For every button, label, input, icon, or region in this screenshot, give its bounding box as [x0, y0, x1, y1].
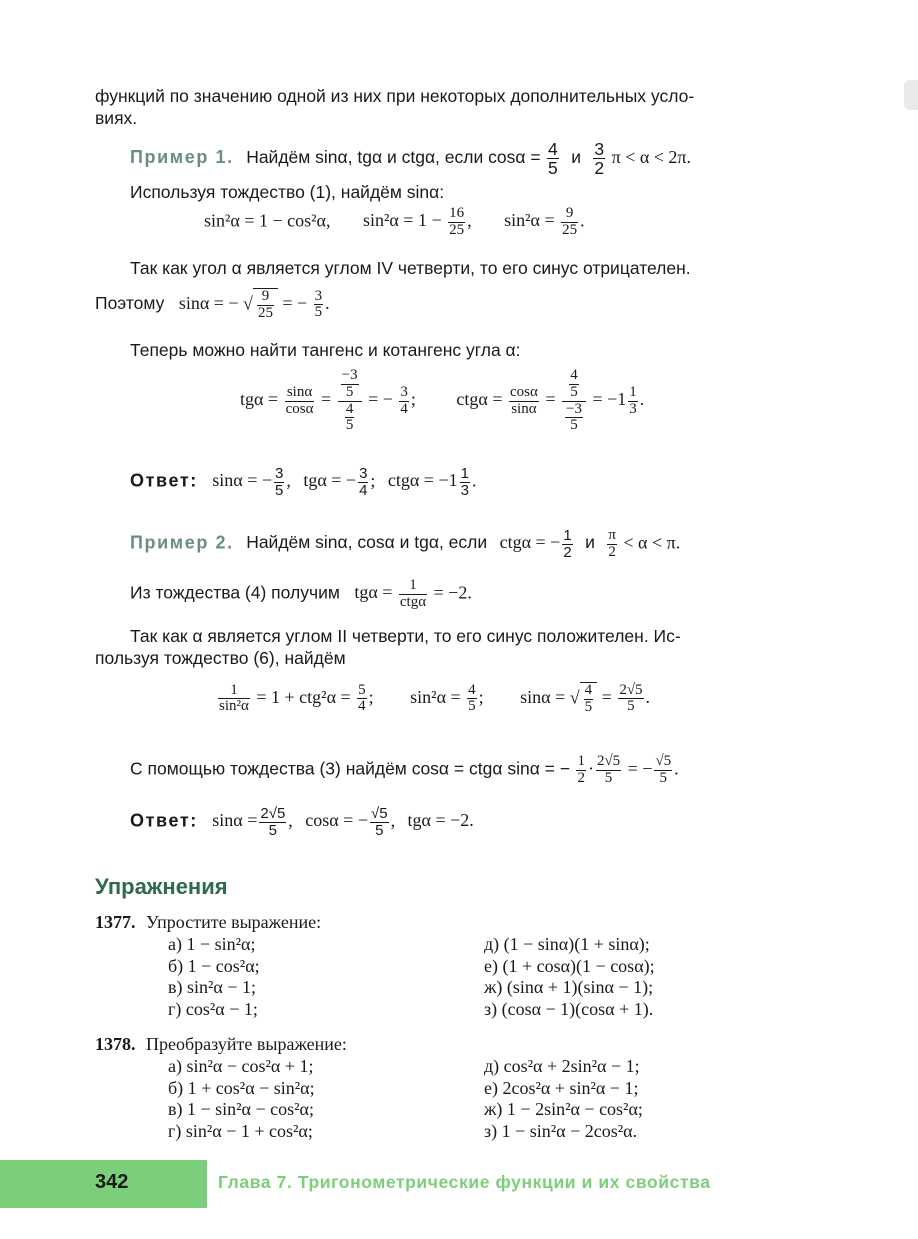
tg-reciprocal-fraction: $\frac{1}{\text{ctgα}}$ [399, 577, 427, 610]
exercise-item: г) cos²α − 1; [168, 998, 258, 1019]
tg-result-sign: = − [368, 389, 393, 410]
tg-result-fraction: $\frac{3}{4}$ [400, 383, 408, 417]
sqrt-4-5: √ $\frac{4}{5}$ [570, 682, 597, 716]
exercise-item: б) 1 + cos²α − sin²α; [168, 1077, 315, 1098]
exercise-item: з) (cosα − 1)(cosα + 1). [484, 998, 654, 1019]
and-word: и [571, 147, 581, 168]
example-1-answer: Ответ: sinα = − $\frac{3}{5}$ , tgα = − $\frac{3}{4}$ ; ctgα = −1 $\frac{1}{3}$ . [130, 465, 477, 499]
therefore-word: Поэтому [95, 292, 165, 313]
exercise-item: е) (1 + cosα)(1 − cosα); [484, 955, 655, 976]
exercise-item: д) cos²α + 2sin²α − 1; [484, 1056, 640, 1076]
ans-tg-fraction: $\frac{3}{4}$ [359, 465, 368, 499]
ans-tg: tgα = − [303, 470, 357, 491]
equation-c: sin²α = [504, 210, 555, 231]
exercise-1377-left-column [168, 934, 260, 1020]
sin-left: sinα = − [178, 292, 239, 313]
chapter-title: Глава 7. Тригонометрические функции и их свойства [218, 1172, 711, 1192]
exercise-item: а) sin²α − cos²α + 1; [168, 1056, 314, 1076]
ans2-tg: tgα = −2. [407, 810, 474, 831]
exercise-item: ж) 1 − 2sin²α − cos²α; [484, 1099, 643, 1119]
tg-label: tgα = [240, 389, 279, 410]
chapter-title-block [207, 1160, 918, 1208]
ctg-result-fraction: $\frac{1}{3}$ [629, 383, 637, 417]
exercise-item: в) 1 − sin²α − cos²α; [168, 1099, 314, 1119]
fraction-16-25: $\frac{16}{25}$ [449, 205, 465, 238]
exercise-1377 [95, 912, 321, 934]
ans-sin-fraction: $\frac{3}{5}$ [275, 465, 284, 499]
ctg-condition: ctgα = − [499, 532, 561, 553]
tg-from-identity-line [130, 578, 472, 611]
example-2-text: Найдём sinα, cosα и tgα, если [246, 532, 488, 553]
example-2-equations: $\frac{1}{\text{sin²α}}$ = 1 + ctg²α = $\frac{5}{4}$ ; sin²α = $\frac{4}{5}$ ; sinα = √ $\frac{4}{5}$ = $\frac{2√5}{5}$ . [219, 681, 651, 715]
exercise-item: ж) (sinα + 1)(sinα − 1); [484, 977, 654, 997]
range-fraction-2: $\frac{\pi}{2}$ [608, 527, 616, 560]
answer-label-1: Ответ: [130, 470, 198, 491]
exercise-item: в) sin²α − 1; [168, 977, 256, 997]
equation-a: sin²α = 1 − cos²α, [204, 210, 331, 231]
exercise-1377-title: Упростите выражение: [146, 912, 322, 932]
equation-b: sin²α = 1 − [362, 210, 442, 231]
exercise-item: з) 1 − sin²α − 2cos²α. [484, 1120, 638, 1141]
exercise-1378-title: Преобразуйте выражение: [146, 1034, 347, 1054]
range-rest-2: < α < π. [623, 532, 681, 553]
ans-sin: sinα = − [212, 470, 273, 491]
ans2-cos-fraction: $\frac{√5}{5}$ [370, 805, 388, 839]
quadrant-ii-line-2: пользуя тождество (6), найдём [95, 648, 346, 668]
tg-sin-cos-fraction: $\frac{\sin\alpha}{\cos\alpha}$ [285, 383, 314, 417]
example-1-label: Пример 1. [130, 147, 234, 168]
example-2-label: Пример 2. [130, 532, 234, 553]
range-fraction: $\frac{3}{2}$ [594, 139, 605, 179]
ans2-sin-fraction: $\frac{2√5}{5}$ [260, 805, 286, 839]
ctg-label: ctgα = [456, 389, 503, 410]
fraction-5-4: $\frac{5}{4}$ [358, 681, 366, 715]
tg-ctg-equations: tgα = $\frac{\sin\alpha}{\cos\alpha}$ = $\frac{\frac{-3}{5}}{\frac{4}{5}}$ = − $\frac{3}{4}$ ; ctgα = $\frac{\cos\alpha}{\sin\alpha}$ = $\frac{\frac{4}{5}}{\frac{-3}{5}}$ = −1 $\frac{1}{3}$ . [240, 367, 645, 434]
exercise-1377-number: 1377. [95, 912, 136, 932]
identity-equations: sin²α = 1 − cos²α, sin²α = 1 − $\frac{16}{25}$ , sin²α = $\frac{9}{25}$ . [204, 205, 585, 238]
quadrant-ii-line-1: Так как α является углом II четверти, то его синус положителен. Ис- [130, 626, 681, 646]
using-identity-text: Используя тождество (1), найдём sinα: [130, 182, 445, 202]
cos-equals: = − [627, 758, 653, 779]
exercise-item: а) 1 − sin²α; [168, 934, 256, 954]
tg-compound-fraction: $\frac{\frac{-3}{5}}{\frac{4}{5}}$ [338, 368, 362, 434]
cos-fraction-2sqrt5-5: $\frac{2√5}{5}$ [596, 753, 621, 786]
example-2-task [130, 528, 680, 561]
example-1-task [130, 140, 691, 178]
example-2-answer: Ответ: sinα = $\frac{2√5}{5}$ , cosα = − $\frac{√5}{5}$ , tgα = −2. [130, 805, 474, 839]
sin2-left: sin²α = [410, 686, 461, 707]
quadrant-iv-text: Так как угол α является углом IV четверти, то его синус отрицателен. [130, 258, 691, 278]
sin-left-2: sinα = [520, 686, 566, 707]
tg-ctg-intro: Теперь можно найти тангенс и котангенс угла α: [130, 340, 521, 360]
intro-line-1: функций по значению одной из них при некоторых дополнительных усло- [95, 86, 695, 106]
range-rest: π < α < 2π. [611, 147, 692, 168]
exercise-1378-left-column [168, 1056, 315, 1142]
cos-text: С помощью тождества (3) найдём cosα = ctgα sinα = − [130, 758, 570, 779]
and-word-2: и [585, 532, 595, 553]
from-identity-text: Из тождества (4) получим [130, 582, 340, 603]
fraction-9-25: $\frac{9}{25}$ [562, 205, 578, 238]
sin-result-line: Поэтому sinα = − √ $\frac{9}{25}$ = − $\frac{3}{5}$ . [95, 287, 330, 321]
tg-result-2: = −2. [433, 582, 472, 603]
exercise-1378 [95, 1034, 347, 1056]
cos-fraction-1-2: $\frac{1}{2}$ [577, 753, 585, 786]
fraction-4-5: $\frac{4}{5}$ [468, 681, 476, 715]
cos-fraction-sqrt5-5: $\frac{√5}{5}$ [655, 753, 672, 786]
exercise-item: б) 1 − cos²α; [168, 955, 260, 976]
ans-ctg-fraction: $\frac{1}{3}$ [460, 465, 469, 499]
exercise-1378-number: 1378. [95, 1034, 136, 1054]
page-number-block [0, 1160, 207, 1208]
ctg-condition-fraction: $\frac{1}{2}$ [563, 527, 572, 561]
page-number: 342 [95, 1171, 129, 1193]
page-edge-mark [904, 80, 918, 110]
ans-ctg: ctgα = −1 [387, 470, 458, 491]
ctg-identity-mid: = 1 + ctg²α = [256, 686, 351, 707]
ctg-cos-sin-fraction: $\frac{\cos\alpha}{\sin\alpha}$ [509, 383, 538, 417]
fraction-2sqrt5-5: $\frac{2√5}{5}$ [619, 681, 643, 715]
fraction-3-5: $\frac{3}{5}$ [314, 287, 323, 321]
ans2-sin: sinα = [212, 810, 258, 831]
exercise-item: е) 2cos²α + sin²α − 1; [484, 1077, 639, 1098]
sqrt-9-25: √ $\frac{9}{25}$ [243, 288, 278, 322]
cos-condition-fraction: $\frac{4}{5}$ [548, 139, 558, 179]
tg-left-2: tgα = [354, 582, 393, 603]
exercise-1378-right-column [484, 1056, 643, 1142]
cos-line: С помощью тождества (3) найдём cosα = ctgα sinα = − $\frac{1}{2}$ · $\frac{2√5}{5}$ = − $\frac{√5}{5}$ . [130, 753, 679, 786]
page-footer [0, 1160, 918, 1208]
exercise-item: д) (1 − sinα)(1 + sinα); [484, 934, 650, 954]
ctg-result-sign: = −1 [592, 389, 627, 410]
answer-label-2: Ответ: [130, 810, 198, 831]
ctg-compound-fraction: $\frac{\frac{4}{5}}{\frac{-3}{5}}$ [562, 368, 586, 434]
exercises-heading: Упражнения [95, 874, 228, 899]
exercise-item: г) sin²α − 1 + cos²α; [168, 1120, 313, 1141]
sin-equals: = − [282, 292, 308, 313]
example-1-text: Найдём sinα, tgα и ctgα, если cosα = [246, 147, 541, 168]
one-over-sin2-fraction: $\frac{1}{\text{sin²α}}$ [219, 681, 249, 715]
exercise-1377-right-column [484, 934, 655, 1020]
ans2-cos: cosα = − [305, 810, 368, 831]
intro-line-2: виях. [95, 108, 138, 128]
